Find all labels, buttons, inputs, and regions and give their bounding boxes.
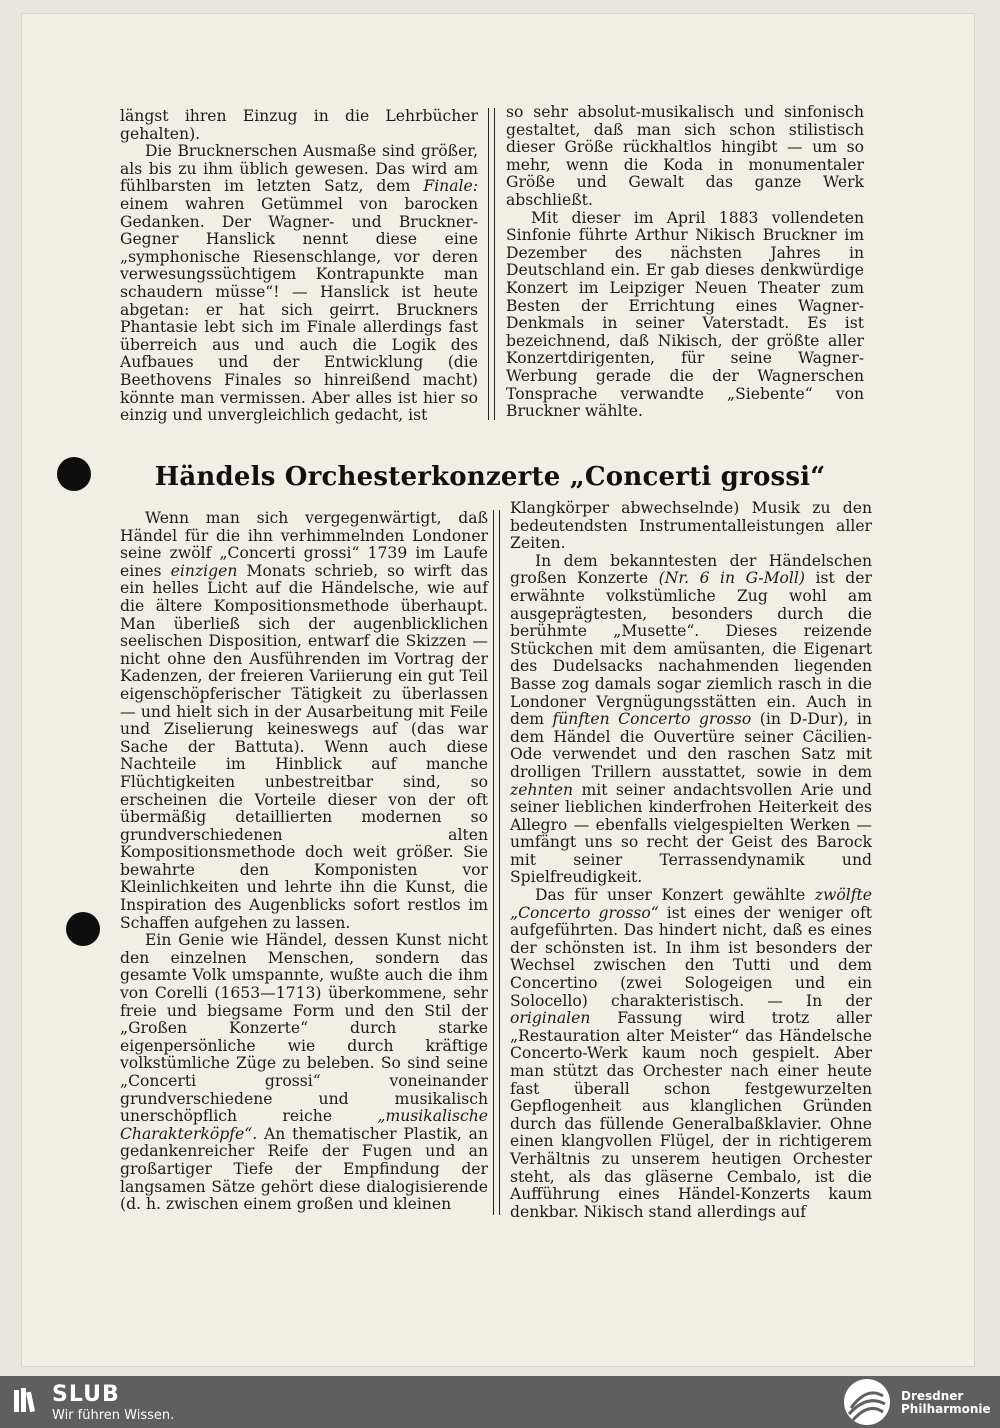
text-run: einem wahren Getümmel von barocken Gedanken. Der Wagner- und Bruckner-Gegner Hanslick nennt diese eine „symphonische Riesenschlange, vor deren verwesungssüchtigem Kontrapunkte man schaudern müsse“! — Hanslick ist heute abgetan: er hat sich geirrt. Bruckners Phantasie lebt sich im Finale allerdings fast überreich aus und auch die Logik des Aufbaues und der Entwicklung (die Beethovens Finales so hinreißend macht) könnte man vermissen. Aber alles ist hier so einzig und unvergleichlich gedacht, ist (120, 194, 478, 425)
slub-logo-icon[interactable] (12, 1386, 40, 1416)
emphasis: einzigen (170, 561, 238, 580)
paragraph: längst ihren Einzug in die Lehrbücher gehalten). (120, 107, 478, 143)
text-run: In dem bekanntesten der Händelschen großen Konzerte (510, 551, 872, 588)
text-run: Die Brucknerschen Ausmaße sind größer, als bis zu ihm üblich gewesen. Das wird am fühlbarsten im letzten Satz, dem (120, 142, 478, 196)
paragraph (510, 887, 872, 1221)
top-right-column (506, 104, 864, 421)
section-headline: Händels Orchesterkonzerte „Concerti grossi“ (154, 462, 826, 492)
text-run: Monats schrieb, so wirft das ein helles Licht auf die Händelsche, wie auf die ältere Kompositionsmethode überhaupt. Man überließ sich der augenblicklichen seelischen Disposition, entwarf die Skizzen — nicht ohne den Ausführenden im Vortrag der Kadenzen, der freieren Variierung ein gut Teil eigenschöpferischer Tätigkeit zu überlassen — und hielt sich in der Ausarbeitung mit Feile und Ziselierung keineswegs auf (das war Sache der Battuta). Wenn auch diese Nachteile im Hinblick auf manche Flüchtigkeiten unbestreitbar sind, so erscheinen die Vorteile dieser von der oft übermäßig detaillierten modernen so grundverschiedenen alten Kompositionsmethode doch weit größer. Sie bewahrte den Komponisten vor Kleinlichkeiten und lehrte ihn die Kunst, die Inspiration des Augenblicks sofort restlos im Schaffen aufgehen zu lassen. (120, 561, 488, 932)
text-run: Das für unser Konzert gewählte (534, 886, 806, 905)
text-run: Fassung wird trotz aller „Restauration alter Meister“ das Händelsche Concerto-Werk kaum noch gespielt. Aber man stützt das Orchester nach einer heute fast überall schon festgewurzelten Gepflogenheit aus klanglichen Gründen durch das füllende Generalbaßklavier. Ohne einen klangvollen Flügel, der in richtigerem Verhältnis zu unserem heutigen Orchester steht, als das gläserne Cembalo, ist die Aufführung eines Händel-Konzerts kaum denkbar. Nikisch stand allerdings auf (510, 1009, 872, 1221)
emphasis: (Nr. 6 in G-Moll) (658, 569, 805, 588)
column-divider (488, 108, 495, 420)
dp-name-line1: Dresdner (901, 1389, 964, 1403)
punch-hole (66, 912, 100, 946)
emphasis: zehnten (510, 780, 574, 799)
paragraph: so sehr absolut-musikalisch und sinfonisch gestaltet, daß man sich schon stilistisch dieser Größe rückhaltlos hingibt — um so mehr, wenn die Koda in monumentaler Größe und Gewalt das ganze Werk abschließt. (506, 103, 864, 209)
text-run: ist der erwähnte volkstümliche Zug wohl am ausgeprägtesten, besonders durch die berühmte „Musette“. Dieses reizende Stückchen mit dem amüsanten, die Eigenart des Dudelsacks nachahmenden liegenden Basse zog damals sogar ziemlich rasch in die Londoner Vergnügungsstätten ein. Auch in dem (510, 569, 872, 729)
dresdner-philharmonie-logo-icon[interactable] (843, 1378, 891, 1426)
paragraph (120, 510, 488, 932)
text-run: Ein Genie wie Händel, dessen Kunst nicht den einzelnen Menschen, sondern das gesamte Volk umspannte, wußte auch die ihm von Corelli (1653—1713) überkommene, sehr freie und biegsame Form und den Stil der „Großen Konzerte“ durch starke eigenpersönliche wie durch kräftige volkstümliche Züge zu beleben. So sind seine „Concerti grossi“ voneinander grundverschiedene und musikalisch unerschöpflich reiche (120, 931, 488, 1126)
emphasis: zwölfte „Concerto grosso“ (510, 886, 872, 922)
top-left-column (120, 108, 478, 425)
text-run: ist eines der weniger oft aufgeführten. Das hindert nicht, daß es eines der schönsten ist. In ihm ist besonders der Wechsel zwischen den Tutti und dem Concertino (zwei Sologeigen und ein Solocello) charakteristisch. — In der (510, 903, 872, 1010)
paragraph: Klangkörper abwechselnde) Musik zu den bedeutendsten Instrumentalleistungen aller Zeiten. (510, 499, 872, 553)
text-run: (in D-Dur), in dem Händel die Ouvertüre seiner Cäcilien-Ode verwendet und den raschen Satz mit drolligen Trillern ausstattet, sowie in dem (510, 710, 872, 781)
punch-hole (57, 457, 91, 491)
paragraph (120, 932, 488, 1214)
bottom-right-column (510, 500, 872, 1221)
emphasis: originalen (510, 1009, 591, 1028)
dresdner-philharmonie-name[interactable] (901, 1390, 991, 1416)
emphasis: „musikalische Charakterköpfe“. (120, 1107, 488, 1143)
slub-name[interactable]: SLUB (52, 1382, 120, 1407)
emphasis: fünften Concerto grosso (552, 710, 752, 729)
paragraph (120, 143, 478, 425)
bottom-left-column (120, 510, 488, 1214)
dp-name-line2: Philharmonie (901, 1402, 991, 1416)
paragraph (510, 553, 872, 887)
paragraph: Mit dieser im April 1883 vollendeten Sinfonie führte Arthur Nikisch Bruckner im Dezember des nächsten Jahres in Deutschland ein. Er gab dieses denkwürdige Konzert im Leipziger Neuen Theater zum Besten der Errichtung eines Wagner-Denkmals in seiner Vaterstadt. Es ist bezeichnend, daß Nikisch, der größte aller Konzertdirigenten, für seine Wagner-Werbung gerade die der Wagnerschen Tonsprache verwandte „Siebente“ von Bruckner wählte. (506, 208, 864, 421)
footer-bar (0, 1376, 1000, 1428)
slub-tagline: Wir führen Wissen. (52, 1408, 175, 1423)
emphasis: Finale: (423, 177, 478, 196)
column-divider (493, 510, 500, 1215)
text-run: mit seiner andachtsvollen Arie und seiner lieblichen kinderfrohen Heiterkeit des Allegro — ebenfalls vielgespielten Werken — umfängt uns so recht der Geist des Barock mit seiner Terrassendynamik und Spielfreudigkeit. (510, 780, 872, 887)
text-run: Wenn man sich vergegenwärtigt, daß Händel für die ihn verhimmelnden Londoner seine zwölf „Concerti grossi“ 1739 im Laufe eines (120, 509, 488, 580)
text-run: An thematischer Plastik, an gedankenreicher Reife der Fugen und an großartiger Tiefe der Empfindung der langsamen Sätze gehört diese dialogisierende (d. h. zwischen einem großen und kleinen (120, 1124, 488, 1214)
